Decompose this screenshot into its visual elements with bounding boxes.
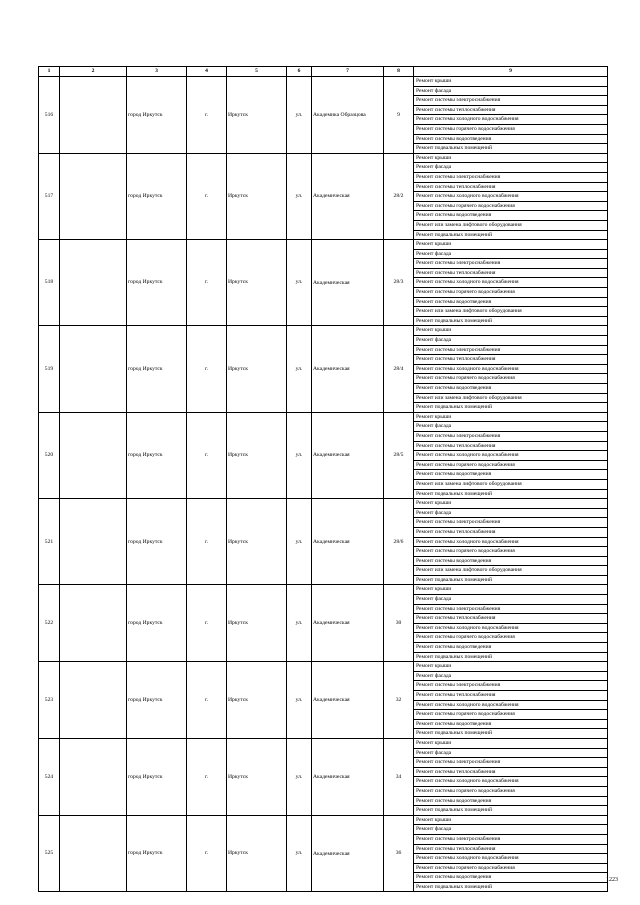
work-type-cell: Ремонт системы водоотведения [414, 134, 608, 144]
work-type-cell: Ремонт системы водоотведения [414, 211, 608, 221]
work-type-cell: Ремонт системы электроснабжения [414, 604, 608, 614]
work-type-cell: Ремонт подвальных помещений [414, 230, 608, 240]
record-number: 519 [39, 326, 60, 412]
column-header-4: 4 [187, 67, 227, 77]
column-header-3: 3 [127, 67, 187, 77]
city-abbr-cell: г. [187, 585, 227, 662]
work-type-cell: Ремонт крыши [414, 499, 608, 509]
city-abbr-cell: г. [187, 662, 227, 739]
work-type-cell: Ремонт крыши [414, 326, 608, 336]
record-number: 522 [39, 585, 60, 662]
city-abbr-cell: г. [187, 499, 227, 585]
table-row [39, 326, 608, 336]
work-type-cell: Ремонт подвальных помещений [414, 403, 608, 413]
city-cell: Иркутск [227, 412, 287, 498]
work-type-cell: Ремонт подвальных помещений [414, 652, 608, 662]
locality-cell: город Иркутск [127, 738, 187, 815]
empty-cell [60, 815, 127, 892]
work-type-cell: Ремонт системы горячего водоснабжения [414, 863, 608, 873]
street-type-cell: ул. [287, 240, 312, 326]
street-type-cell: ул. [287, 499, 312, 585]
work-type-cell: Ремонт крыши [414, 240, 608, 250]
work-type-cell: Ремонт системы теплоснабжения [414, 268, 608, 278]
table-row [39, 815, 608, 825]
empty-cell [60, 499, 127, 585]
house-number-cell: 28/6 [384, 499, 414, 585]
work-type-cell: Ремонт системы холодного водоснабжения [414, 115, 608, 125]
work-type-cell: Ремонт системы водоотведения [414, 384, 608, 394]
empty-cell [60, 153, 127, 239]
work-type-cell: Ремонт подвальных помещений [414, 316, 608, 326]
column-header-5: 5 [227, 67, 287, 77]
record-number: 523 [39, 662, 60, 739]
work-type-cell: Ремонт системы теплоснабжения [414, 614, 608, 624]
street-cell: Академическая [312, 585, 384, 662]
record-number: 518 [39, 240, 60, 326]
work-type-cell: Ремонт системы холодного водоснабжения [414, 700, 608, 710]
work-type-cell: Ремонт системы горячего водоснабжения [414, 124, 608, 134]
work-type-cell: Ремонт системы горячего водоснабжения [414, 288, 608, 298]
work-type-cell: Ремонт системы водоотведения [414, 470, 608, 480]
house-number-cell: 32 [384, 662, 414, 739]
work-type-cell: Ремонт системы водоотведения [414, 873, 608, 883]
work-type-cell: Ремонт системы холодного водоснабжения [414, 192, 608, 202]
work-type-cell: Ремонт системы водоотведения [414, 719, 608, 729]
street-type-cell: ул. [287, 585, 312, 662]
city-abbr-cell: г. [187, 77, 227, 154]
page-number: 1223 [606, 877, 618, 883]
house-number-cell: 34 [384, 738, 414, 815]
street-cell: Академическая [312, 499, 384, 585]
work-type-cell: Ремонт системы электроснабжения [414, 834, 608, 844]
locality-cell: город Иркутск [127, 153, 187, 239]
city-cell: Иркутск [227, 499, 287, 585]
empty-cell [60, 738, 127, 815]
work-type-cell: Ремонт системы горячего водоснабжения [414, 633, 608, 643]
work-type-cell: Ремонт крыши [414, 412, 608, 422]
record-number: 516 [39, 77, 60, 154]
street-cell: Академическая [312, 412, 384, 498]
house-number-cell: 9 [384, 77, 414, 154]
city-cell: Иркутск [227, 240, 287, 326]
work-type-cell: Ремонт или замена лифтового оборудования [414, 393, 608, 403]
work-type-cell: Ремонт системы теплоснабжения [414, 105, 608, 115]
work-type-cell: Ремонт системы электроснабжения [414, 259, 608, 269]
work-type-cell: Ремонт крыши [414, 585, 608, 595]
street-cell: Академическая [312, 153, 384, 239]
work-type-cell: Ремонт крыши [414, 77, 608, 87]
column-header-9: 9 [414, 67, 608, 77]
column-header-1: 1 [39, 67, 60, 77]
work-type-cell: Ремонт или замена лифтового оборудования [414, 220, 608, 230]
work-type-cell: Ремонт фасада [414, 86, 608, 96]
locality-cell: город Иркутск [127, 326, 187, 412]
table-row [39, 240, 608, 250]
work-type-cell: Ремонт крыши [414, 815, 608, 825]
city-abbr-cell: г. [187, 153, 227, 239]
empty-cell [60, 77, 127, 154]
work-type-cell: Ремонт подвальных помещений [414, 882, 608, 892]
work-type-cell: Ремонт или замена лифтового оборудования [414, 479, 608, 489]
city-cell: Иркутск [227, 738, 287, 815]
work-type-cell: Ремонт системы холодного водоснабжения [414, 278, 608, 288]
city-cell: Иркутск [227, 153, 287, 239]
column-header-2: 2 [60, 67, 127, 77]
work-type-cell: Ремонт системы горячего водоснабжения [414, 786, 608, 796]
work-type-cell: Ремонт или замена лифтового оборудования [414, 566, 608, 576]
work-type-cell: Ремонт системы холодного водоснабжения [414, 854, 608, 864]
column-header-8: 8 [384, 67, 414, 77]
city-cell: Иркутск [227, 585, 287, 662]
locality-cell: город Иркутск [127, 240, 187, 326]
work-type-cell: Ремонт крыши [414, 738, 608, 748]
work-type-cell: Ремонт фасада [414, 336, 608, 346]
work-type-cell: Ремонт системы электроснабжения [414, 431, 608, 441]
city-cell: Иркутск [227, 815, 287, 892]
street-type-cell: ул. [287, 412, 312, 498]
table-row [39, 738, 608, 748]
work-type-cell: Ремонт крыши [414, 662, 608, 672]
record-number: 524 [39, 738, 60, 815]
empty-cell [60, 412, 127, 498]
street-type-cell: ул. [287, 153, 312, 239]
empty-cell [60, 326, 127, 412]
table-row [39, 499, 608, 509]
work-type-cell: Ремонт системы горячего водоснабжения [414, 460, 608, 470]
work-type-cell: Ремонт системы электроснабжения [414, 681, 608, 691]
work-type-cell: Ремонт системы горячего водоснабжения [414, 710, 608, 720]
work-type-cell: Ремонт системы водоотведения [414, 556, 608, 566]
work-type-cell: Ремонт системы горячего водоснабжения [414, 374, 608, 384]
column-header-7: 7 [312, 67, 384, 77]
record-number: 517 [39, 153, 60, 239]
work-type-cell: Ремонт системы водоотведения [414, 796, 608, 806]
table-row [39, 585, 608, 595]
work-type-cell: Ремонт системы холодного водоснабжения [414, 777, 608, 787]
work-type-cell: Ремонт подвальных помещений [414, 729, 608, 739]
work-type-cell: Ремонт фасада [414, 595, 608, 605]
city-cell: Иркутск [227, 662, 287, 739]
street-cell: Академическая [312, 326, 384, 412]
table-row [39, 153, 608, 163]
work-type-cell: Ремонт подвальных помещений [414, 144, 608, 154]
city-cell: Иркутск [227, 77, 287, 154]
house-number-cell: 30 [384, 585, 414, 662]
street-type-cell: ул. [287, 326, 312, 412]
work-type-cell: Ремонт системы электроснабжения [414, 758, 608, 768]
table-row [39, 662, 608, 672]
work-type-cell: Ремонт фасада [414, 508, 608, 518]
work-type-cell: Ремонт системы теплоснабжения [414, 441, 608, 451]
work-type-cell: Ремонт фасада [414, 748, 608, 758]
street-cell: Академическая [312, 815, 384, 892]
table-row [39, 77, 608, 87]
locality-cell: город Иркутск [127, 499, 187, 585]
street-cell: Академика Образцова [312, 77, 384, 154]
city-cell: Иркутск [227, 326, 287, 412]
street-cell: Академическая [312, 662, 384, 739]
street-type-cell: ул. [287, 77, 312, 154]
table-body [39, 77, 608, 892]
work-type-cell: Ремонт подвальных помещений [414, 489, 608, 499]
record-number: 525 [39, 815, 60, 892]
street-type-cell: ул. [287, 738, 312, 815]
work-type-cell: Ремонт системы электроснабжения [414, 518, 608, 528]
locality-cell: город Иркутск [127, 815, 187, 892]
street-cell: Академическая [312, 240, 384, 326]
work-type-cell: Ремонт системы теплоснабжения [414, 844, 608, 854]
work-type-cell: Ремонт системы теплоснабжения [414, 182, 608, 192]
work-type-cell: Ремонт фасада [414, 163, 608, 173]
street-type-cell: ул. [287, 662, 312, 739]
work-type-cell: Ремонт подвальных помещений [414, 806, 608, 816]
street-type-cell: ул. [287, 815, 312, 892]
city-abbr-cell: г. [187, 326, 227, 412]
work-type-cell: Ремонт системы холодного водоснабжения [414, 537, 608, 547]
work-type-cell: Ремонт фасада [414, 825, 608, 835]
locality-cell: город Иркутск [127, 77, 187, 154]
locality-cell: город Иркутск [127, 412, 187, 498]
work-type-cell: Ремонт крыши [414, 153, 608, 163]
record-number: 520 [39, 412, 60, 498]
locality-cell: город Иркутск [127, 662, 187, 739]
work-type-cell: Ремонт фасада [414, 671, 608, 681]
house-number-cell: 36 [384, 815, 414, 892]
work-type-cell: Ремонт системы теплоснабжения [414, 355, 608, 365]
work-type-cell: Ремонт системы горячего водоснабжения [414, 201, 608, 211]
header-row [39, 67, 608, 77]
work-type-cell: Ремонт системы электроснабжения [414, 96, 608, 106]
city-abbr-cell: г. [187, 815, 227, 892]
work-type-cell: Ремонт системы холодного водоснабжения [414, 364, 608, 374]
house-number-cell: 28/4 [384, 326, 414, 412]
work-type-cell: Ремонт системы теплоснабжения [414, 691, 608, 701]
work-type-cell: Ремонт или замена лифтового оборудования [414, 307, 608, 317]
city-abbr-cell: г. [187, 412, 227, 498]
work-type-cell: Ремонт системы водоотведения [414, 643, 608, 653]
work-type-cell: Ремонт системы холодного водоснабжения [414, 451, 608, 461]
work-type-cell: Ремонт системы водоотведения [414, 297, 608, 307]
house-number-cell: 28/3 [384, 240, 414, 326]
work-type-cell: Ремонт системы теплоснабжения [414, 767, 608, 777]
city-abbr-cell: г. [187, 240, 227, 326]
house-number-cell: 28/5 [384, 412, 414, 498]
city-abbr-cell: г. [187, 738, 227, 815]
empty-cell [60, 240, 127, 326]
work-type-cell: Ремонт фасада [414, 249, 608, 259]
record-number: 521 [39, 499, 60, 585]
house-number-cell: 28/2 [384, 153, 414, 239]
street-cell: Академическая [312, 738, 384, 815]
work-type-cell: Ремонт фасада [414, 422, 608, 432]
work-type-cell: Ремонт системы электроснабжения [414, 345, 608, 355]
table-row [39, 412, 608, 422]
locality-cell: город Иркутск [127, 585, 187, 662]
work-type-cell: Ремонт системы горячего водоснабжения [414, 547, 608, 557]
repair-program-table [38, 66, 608, 892]
work-type-cell: Ремонт системы холодного водоснабжения [414, 623, 608, 633]
work-type-cell: Ремонт системы электроснабжения [414, 172, 608, 182]
work-type-cell: Ремонт системы теплоснабжения [414, 527, 608, 537]
empty-cell [60, 662, 127, 739]
work-type-cell: Ремонт подвальных помещений [414, 575, 608, 585]
column-header-6: 6 [287, 67, 312, 77]
empty-cell [60, 585, 127, 662]
